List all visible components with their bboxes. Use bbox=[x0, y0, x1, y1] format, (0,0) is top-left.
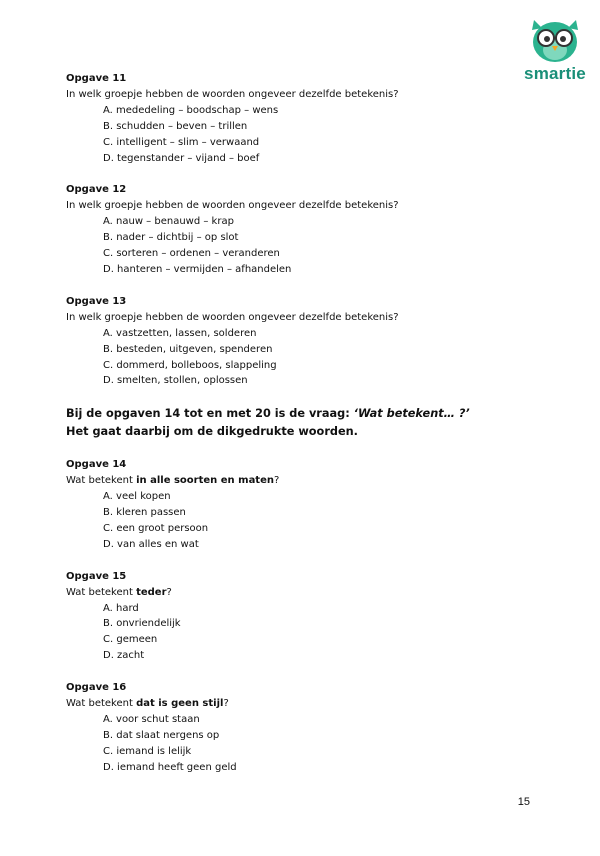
answer-option: C. sorteren – ordenen – veranderen bbox=[103, 248, 280, 260]
option-list bbox=[66, 326, 526, 390]
question-title: Opgave 11 bbox=[66, 73, 127, 84]
answer-option: B. schudden – beven – trillen bbox=[103, 120, 248, 132]
question-prompt-prefix: Wat betekent bbox=[66, 475, 137, 487]
question-title: Opgave 12 bbox=[66, 184, 127, 196]
question-prompt-suffix: ? bbox=[166, 586, 172, 598]
question-prompt: In welk groepje hebben de woorden ongeveer dezelfde betekenis? bbox=[66, 200, 399, 212]
question-prompt-prefix: Wat betekent bbox=[66, 586, 137, 598]
answer-option: A. vastzetten, lassen, solderen bbox=[103, 327, 257, 339]
answer-option: D. tegenstander – vijand – boef bbox=[103, 152, 260, 164]
question-prompt-suffix: ? bbox=[274, 475, 280, 487]
question-prompt-suffix: ? bbox=[223, 698, 229, 710]
question-title: Opgave 14 bbox=[66, 459, 127, 471]
questions-group-b bbox=[66, 457, 526, 775]
answer-option: C. dommerd, bolleboos, slappeling bbox=[103, 359, 277, 371]
question-prompt-bold: teder bbox=[136, 586, 167, 598]
section-instruction-prefix: Bij de opgaven 14 tot en met 20 is de vraag: bbox=[66, 407, 354, 421]
question-title: Opgave 13 bbox=[66, 295, 127, 307]
owl-icon bbox=[520, 14, 590, 64]
section-instruction-line-1 bbox=[66, 405, 526, 423]
question-block bbox=[66, 71, 526, 166]
section-instruction-line-2: Het gaat daarbij om de dikgedrukte woorden. bbox=[66, 425, 358, 439]
answer-option: A. nauw – benauwd – krap bbox=[103, 216, 234, 228]
answer-option: D. iemand heeft geen geld bbox=[103, 761, 237, 773]
question-prompt: In welk groepje hebben de woorden ongeveer dezelfde betekenis? bbox=[66, 88, 399, 100]
question-prompt-prefix: Wat betekent bbox=[66, 698, 137, 710]
question-prompt-bold: dat is geen stijl bbox=[136, 698, 224, 710]
section-instruction bbox=[66, 405, 526, 441]
logo-text: smartie bbox=[524, 64, 586, 83]
question-prompt bbox=[66, 696, 526, 712]
question-block bbox=[66, 294, 526, 389]
question-block bbox=[66, 457, 526, 552]
option-list bbox=[66, 712, 526, 776]
answer-option: A. hard bbox=[103, 602, 139, 614]
question-prompt-bold: in alle soorten en maten bbox=[136, 475, 274, 487]
worksheet-content bbox=[66, 71, 526, 792]
question-title: Opgave 16 bbox=[66, 682, 127, 694]
smartie-logo bbox=[520, 14, 590, 86]
answer-option: D. smelten, stollen, oplossen bbox=[103, 375, 248, 387]
answer-option: C. gemeen bbox=[103, 634, 158, 646]
question-prompt bbox=[66, 585, 526, 601]
question-block bbox=[66, 182, 526, 277]
answer-option: B. besteden, uitgeven, spenderen bbox=[103, 343, 273, 355]
page-number: 15 bbox=[517, 796, 530, 808]
option-list bbox=[66, 489, 526, 553]
answer-option: C. iemand is lelijk bbox=[103, 745, 192, 757]
answer-option: B. nader – dichtbij – op slot bbox=[103, 232, 239, 244]
answer-option: A. voor schut staan bbox=[103, 714, 200, 725]
option-list bbox=[66, 214, 526, 278]
question-block bbox=[66, 680, 526, 775]
answer-option: B. kleren passen bbox=[103, 507, 186, 519]
answer-option: B. onvriendelijk bbox=[103, 618, 181, 630]
answer-option: D. hanteren – vermijden – afhandelen bbox=[103, 263, 292, 275]
answer-option: A. mededeling – boodschap – wens bbox=[103, 104, 279, 116]
question-prompt bbox=[66, 473, 526, 489]
answer-option: C. intelligent – slim – verwaand bbox=[103, 136, 260, 148]
option-list bbox=[66, 103, 526, 167]
answer-option: A. veel kopen bbox=[103, 491, 171, 503]
answer-option: D. zacht bbox=[103, 650, 145, 662]
questions-group-a bbox=[66, 71, 526, 389]
option-list bbox=[66, 601, 526, 665]
answer-option: C. een groot persoon bbox=[103, 522, 209, 534]
answer-option: B. dat slaat nergens op bbox=[103, 729, 220, 741]
question-prompt: In welk groepje hebben de woorden ongeveer dezelfde betekenis? bbox=[66, 311, 399, 323]
answer-option: D. van alles en wat bbox=[103, 538, 199, 550]
question-title: Opgave 15 bbox=[66, 570, 127, 582]
question-block bbox=[66, 569, 526, 664]
section-instruction-question: ‘Wat betekent… ?’ bbox=[353, 407, 470, 421]
